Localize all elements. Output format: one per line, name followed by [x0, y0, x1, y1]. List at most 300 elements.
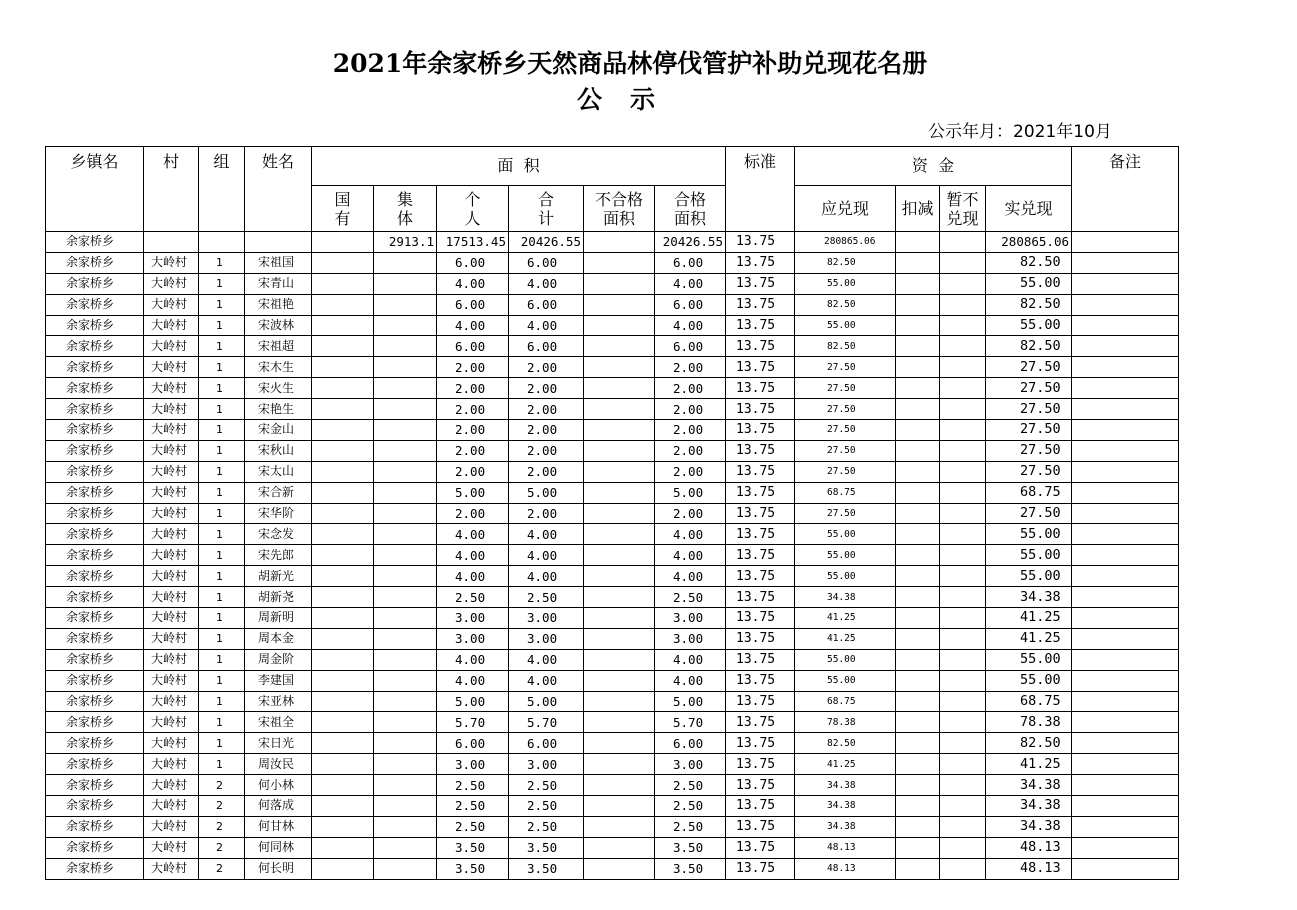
cell-actual: 55.00 — [986, 545, 1072, 566]
cell-village: 大岭村 — [144, 649, 199, 670]
cell-town: 余家桥乡 — [46, 649, 144, 670]
cell-temp-unpaid — [940, 336, 986, 357]
cell-town: 余家桥乡 — [46, 378, 144, 399]
cell-standard: 13.75 — [726, 733, 795, 754]
cell-name: 宋日光 — [245, 733, 312, 754]
cell-standard: 13.75 — [726, 628, 795, 649]
cell-standard: 13.75 — [726, 754, 795, 775]
cell-temp-unpaid — [940, 796, 986, 817]
cell-state-owned — [312, 420, 374, 441]
cell-remarks — [1072, 420, 1179, 441]
cell-standard: 13.75 — [726, 357, 795, 378]
cell-name: 宋金山 — [245, 420, 312, 441]
cell-collective — [374, 796, 437, 817]
cell-group: 1 — [199, 461, 245, 482]
cell-standard: 13.75 — [726, 482, 795, 503]
cell-name: 宋念发 — [245, 524, 312, 545]
cell-remarks — [1072, 357, 1179, 378]
cell-temp-unpaid — [940, 378, 986, 399]
cell-temp-unpaid — [940, 608, 986, 629]
cell-standard: 13.75 — [726, 691, 795, 712]
cell-payable: 41.25 — [795, 754, 896, 775]
cell-temp-unpaid — [940, 420, 986, 441]
cell-remarks — [1072, 712, 1179, 733]
cell-town: 余家桥乡 — [46, 628, 144, 649]
cell-collective — [374, 587, 437, 608]
cell-remarks — [1072, 858, 1179, 879]
cell-collective — [374, 399, 437, 420]
cell-deduction — [896, 608, 940, 629]
cell-town: 余家桥乡 — [46, 545, 144, 566]
cell-qualified: 4.00 — [655, 649, 726, 670]
cell-qualified: 2.00 — [655, 357, 726, 378]
cell-collective — [374, 273, 437, 294]
cell-state-owned — [312, 754, 374, 775]
cell-actual: 27.50 — [986, 420, 1072, 441]
cell-qualified: 2.00 — [655, 378, 726, 399]
cell-group: 1 — [199, 524, 245, 545]
cell-actual: 48.13 — [986, 837, 1072, 858]
cell-town: 余家桥乡 — [46, 440, 144, 461]
cell-payable: 82.50 — [795, 336, 896, 357]
header-temp-unpaid: 暂不兑现 — [940, 186, 986, 232]
cell-individual: 3.50 — [437, 837, 509, 858]
cell-deduction — [896, 858, 940, 879]
cell-village: 大岭村 — [144, 336, 199, 357]
cell-state-owned — [312, 273, 374, 294]
cell-individual: 5.00 — [437, 482, 509, 503]
cell-remarks — [1072, 461, 1179, 482]
summary-qualified: 20426.55 — [655, 232, 726, 253]
cell-village: 大岭村 — [144, 482, 199, 503]
cell-state-owned — [312, 336, 374, 357]
cell-qualified: 2.00 — [655, 503, 726, 524]
cell-total: 5.70 — [509, 712, 584, 733]
cell-standard: 13.75 — [726, 775, 795, 796]
cell-total: 2.00 — [509, 357, 584, 378]
header-state-owned: 国有 — [312, 186, 374, 232]
cell-town: 余家桥乡 — [46, 273, 144, 294]
cell-standard: 13.75 — [726, 816, 795, 837]
table-row — [46, 608, 1179, 629]
cell-unqualified — [584, 858, 655, 879]
cell-village: 大岭村 — [144, 399, 199, 420]
cell-payable: 27.50 — [795, 399, 896, 420]
header-group: 组 — [199, 147, 245, 232]
cell-remarks — [1072, 670, 1179, 691]
cell-town: 余家桥乡 — [46, 294, 144, 315]
header-qualified-area: 合格面积 — [655, 186, 726, 232]
document-subtitle: 公示 — [576, 85, 683, 114]
cell-deduction — [896, 273, 940, 294]
table-row — [46, 691, 1179, 712]
cell-name: 何甘林 — [245, 816, 312, 837]
cell-payable: 27.50 — [795, 357, 896, 378]
cell-deduction — [896, 796, 940, 817]
cell-total: 5.00 — [509, 482, 584, 503]
cell-unqualified — [584, 545, 655, 566]
cell-group: 1 — [199, 608, 245, 629]
cell-total: 2.00 — [509, 420, 584, 441]
cell-total: 2.50 — [509, 816, 584, 837]
cell-deduction — [896, 733, 940, 754]
cell-standard: 13.75 — [726, 503, 795, 524]
cell-qualified: 6.00 — [655, 252, 726, 273]
table-row — [46, 858, 1179, 879]
cell-temp-unpaid — [940, 461, 986, 482]
cell-state-owned — [312, 587, 374, 608]
cell-collective — [374, 775, 437, 796]
cell-deduction — [896, 545, 940, 566]
cell-name: 周金阶 — [245, 649, 312, 670]
cell-unqualified — [584, 503, 655, 524]
cell-total: 2.50 — [509, 775, 584, 796]
summary-unqualified — [584, 232, 655, 253]
cell-town: 余家桥乡 — [46, 566, 144, 587]
cell-deduction — [896, 649, 940, 670]
cell-village: 大岭村 — [144, 775, 199, 796]
cell-total: 6.00 — [509, 336, 584, 357]
cell-qualified: 4.00 — [655, 524, 726, 545]
cell-unqualified — [584, 461, 655, 482]
cell-collective — [374, 252, 437, 273]
cell-temp-unpaid — [940, 566, 986, 587]
cell-name: 宋祖超 — [245, 336, 312, 357]
summary-town: 余家桥乡 — [46, 232, 144, 253]
cell-collective — [374, 420, 437, 441]
cell-total: 4.00 — [509, 670, 584, 691]
cell-total: 6.00 — [509, 733, 584, 754]
header-standard: 标准 — [726, 147, 795, 232]
publish-date: 公示年月：2021年10月 — [928, 122, 1112, 142]
cell-remarks — [1072, 524, 1179, 545]
cell-collective — [374, 440, 437, 461]
cell-total: 4.00 — [509, 566, 584, 587]
cell-deduction — [896, 670, 940, 691]
cell-total: 2.00 — [509, 399, 584, 420]
cell-temp-unpaid — [940, 524, 986, 545]
cell-town: 余家桥乡 — [46, 503, 144, 524]
cell-individual: 6.00 — [437, 733, 509, 754]
cell-village: 大岭村 — [144, 796, 199, 817]
cell-name: 宋太山 — [245, 461, 312, 482]
cell-village: 大岭村 — [144, 524, 199, 545]
cell-qualified: 5.00 — [655, 482, 726, 503]
cell-actual: 27.50 — [986, 503, 1072, 524]
cell-temp-unpaid — [940, 399, 986, 420]
cell-town: 余家桥乡 — [46, 252, 144, 273]
cell-payable: 82.50 — [795, 252, 896, 273]
cell-remarks — [1072, 566, 1179, 587]
cell-qualified: 2.50 — [655, 816, 726, 837]
cell-temp-unpaid — [940, 273, 986, 294]
summary-group — [199, 232, 245, 253]
cell-town: 余家桥乡 — [46, 482, 144, 503]
cell-qualified: 2.50 — [655, 796, 726, 817]
cell-name: 宋祖艳 — [245, 294, 312, 315]
cell-group: 1 — [199, 733, 245, 754]
cell-payable: 27.50 — [795, 461, 896, 482]
cell-individual: 3.00 — [437, 608, 509, 629]
cell-unqualified — [584, 670, 655, 691]
cell-village: 大岭村 — [144, 566, 199, 587]
cell-deduction — [896, 775, 940, 796]
cell-unqualified — [584, 273, 655, 294]
cell-payable: 34.38 — [795, 816, 896, 837]
cell-total: 6.00 — [509, 294, 584, 315]
cell-unqualified — [584, 482, 655, 503]
cell-unqualified — [584, 294, 655, 315]
cell-state-owned — [312, 315, 374, 336]
cell-name: 周汝民 — [245, 754, 312, 775]
cell-individual: 2.00 — [437, 503, 509, 524]
cell-village: 大岭村 — [144, 858, 199, 879]
table-row — [46, 733, 1179, 754]
cell-state-owned — [312, 482, 374, 503]
cell-unqualified — [584, 837, 655, 858]
cell-individual: 2.00 — [437, 357, 509, 378]
cell-deduction — [896, 691, 940, 712]
cell-standard: 13.75 — [726, 399, 795, 420]
cell-town: 余家桥乡 — [46, 336, 144, 357]
cell-collective — [374, 503, 437, 524]
cell-payable: 55.00 — [795, 566, 896, 587]
cell-state-owned — [312, 378, 374, 399]
cell-actual: 34.38 — [986, 796, 1072, 817]
cell-collective — [374, 816, 437, 837]
cell-state-owned — [312, 608, 374, 629]
table-row — [46, 357, 1179, 378]
summary-deduction — [896, 232, 940, 253]
cell-name: 周新明 — [245, 608, 312, 629]
header-row-1 — [46, 147, 1179, 186]
summary-individual: 17513.45 — [437, 232, 509, 253]
header-actual-paid: 实兑现 — [986, 186, 1072, 232]
cell-group: 1 — [199, 503, 245, 524]
cell-actual: 68.75 — [986, 691, 1072, 712]
cell-village: 大岭村 — [144, 294, 199, 315]
cell-remarks — [1072, 273, 1179, 294]
cell-payable: 55.00 — [795, 524, 896, 545]
table-row — [46, 587, 1179, 608]
cell-remarks — [1072, 649, 1179, 670]
cell-total: 3.50 — [509, 858, 584, 879]
cell-unqualified — [584, 816, 655, 837]
cell-actual: 78.38 — [986, 712, 1072, 733]
cell-unqualified — [584, 628, 655, 649]
cell-village: 大岭村 — [144, 252, 199, 273]
cell-group: 1 — [199, 357, 245, 378]
cell-actual: 82.50 — [986, 336, 1072, 357]
cell-state-owned — [312, 545, 374, 566]
cell-individual: 2.00 — [437, 399, 509, 420]
cell-remarks — [1072, 628, 1179, 649]
cell-town: 余家桥乡 — [46, 754, 144, 775]
cell-qualified: 2.50 — [655, 587, 726, 608]
cell-standard: 13.75 — [726, 837, 795, 858]
cell-temp-unpaid — [940, 691, 986, 712]
cell-actual: 55.00 — [986, 566, 1072, 587]
cell-unqualified — [584, 378, 655, 399]
header-deduction: 扣减 — [896, 186, 940, 232]
cell-actual: 82.50 — [986, 294, 1072, 315]
cell-individual: 2.50 — [437, 775, 509, 796]
cell-village: 大岭村 — [144, 754, 199, 775]
cell-remarks — [1072, 775, 1179, 796]
cell-village: 大岭村 — [144, 670, 199, 691]
cell-payable: 55.00 — [795, 315, 896, 336]
cell-village: 大岭村 — [144, 545, 199, 566]
cell-town: 余家桥乡 — [46, 733, 144, 754]
cell-name: 宋火生 — [245, 378, 312, 399]
cell-remarks — [1072, 754, 1179, 775]
table-row — [46, 399, 1179, 420]
cell-payable: 68.75 — [795, 691, 896, 712]
cell-state-owned — [312, 461, 374, 482]
cell-name: 宋波林 — [245, 315, 312, 336]
cell-payable: 48.13 — [795, 858, 896, 879]
cell-unqualified — [584, 524, 655, 545]
cell-town: 余家桥乡 — [46, 691, 144, 712]
cell-individual: 4.00 — [437, 545, 509, 566]
cell-payable: 34.38 — [795, 775, 896, 796]
cell-state-owned — [312, 399, 374, 420]
cell-standard: 13.75 — [726, 649, 795, 670]
table-row — [46, 796, 1179, 817]
cell-deduction — [896, 294, 940, 315]
summary-total: 20426.55 — [509, 232, 584, 253]
cell-qualified: 6.00 — [655, 336, 726, 357]
cell-qualified: 2.00 — [655, 461, 726, 482]
cell-standard: 13.75 — [726, 712, 795, 733]
cell-state-owned — [312, 566, 374, 587]
cell-town: 余家桥乡 — [46, 399, 144, 420]
cell-temp-unpaid — [940, 670, 986, 691]
cell-temp-unpaid — [940, 733, 986, 754]
summary-standard: 13.75 — [726, 232, 795, 253]
cell-actual: 55.00 — [986, 670, 1072, 691]
cell-group: 1 — [199, 252, 245, 273]
cell-unqualified — [584, 566, 655, 587]
cell-collective — [374, 378, 437, 399]
cell-actual: 41.25 — [986, 608, 1072, 629]
cell-state-owned — [312, 733, 374, 754]
cell-group: 2 — [199, 858, 245, 879]
cell-group: 1 — [199, 587, 245, 608]
cell-total: 2.00 — [509, 378, 584, 399]
cell-temp-unpaid — [940, 775, 986, 796]
cell-individual: 2.00 — [437, 461, 509, 482]
cell-unqualified — [584, 691, 655, 712]
cell-remarks — [1072, 482, 1179, 503]
cell-actual: 34.38 — [986, 775, 1072, 796]
cell-standard: 13.75 — [726, 524, 795, 545]
table-row — [46, 712, 1179, 733]
cell-state-owned — [312, 294, 374, 315]
cell-qualified: 3.00 — [655, 754, 726, 775]
cell-collective — [374, 733, 437, 754]
cell-collective — [374, 566, 437, 587]
cell-individual: 2.50 — [437, 796, 509, 817]
summary-row — [46, 232, 1179, 253]
cell-temp-unpaid — [940, 649, 986, 670]
cell-individual: 2.00 — [437, 378, 509, 399]
cell-town: 余家桥乡 — [46, 420, 144, 441]
cell-standard: 13.75 — [726, 252, 795, 273]
cell-individual: 5.70 — [437, 712, 509, 733]
cell-individual: 2.50 — [437, 816, 509, 837]
cell-name: 宋艳生 — [245, 399, 312, 420]
cell-state-owned — [312, 775, 374, 796]
cell-state-owned — [312, 252, 374, 273]
table-row — [46, 482, 1179, 503]
cell-individual: 4.00 — [437, 670, 509, 691]
table-row — [46, 670, 1179, 691]
summary-temp-unpaid — [940, 232, 986, 253]
cell-remarks — [1072, 315, 1179, 336]
cell-actual: 27.50 — [986, 399, 1072, 420]
cell-name: 何同林 — [245, 837, 312, 858]
cell-group: 1 — [199, 628, 245, 649]
cell-town: 余家桥乡 — [46, 858, 144, 879]
cell-state-owned — [312, 503, 374, 524]
cell-name: 何长明 — [245, 858, 312, 879]
cell-individual: 2.00 — [437, 440, 509, 461]
cell-remarks — [1072, 503, 1179, 524]
cell-unqualified — [584, 420, 655, 441]
summary-name — [245, 232, 312, 253]
table-row — [46, 378, 1179, 399]
cell-deduction — [896, 399, 940, 420]
cell-total: 3.00 — [509, 608, 584, 629]
cell-state-owned — [312, 524, 374, 545]
cell-temp-unpaid — [940, 252, 986, 273]
cell-village: 大岭村 — [144, 608, 199, 629]
cell-group: 1 — [199, 566, 245, 587]
cell-actual: 68.75 — [986, 482, 1072, 503]
cell-name: 何小林 — [245, 775, 312, 796]
cell-unqualified — [584, 608, 655, 629]
cell-deduction — [896, 587, 940, 608]
summary-payable: 280865.06 — [795, 232, 896, 253]
cell-standard: 13.75 — [726, 461, 795, 482]
cell-name: 何落成 — [245, 796, 312, 817]
header-name: 姓名 — [245, 147, 312, 232]
cell-payable: 41.25 — [795, 628, 896, 649]
header-unqualified-area: 不合格面积 — [584, 186, 655, 232]
table-row — [46, 628, 1179, 649]
cell-state-owned — [312, 691, 374, 712]
cell-payable: 82.50 — [795, 733, 896, 754]
cell-deduction — [896, 420, 940, 441]
cell-remarks — [1072, 252, 1179, 273]
cell-state-owned — [312, 628, 374, 649]
cell-qualified: 2.00 — [655, 420, 726, 441]
cell-standard: 13.75 — [726, 587, 795, 608]
cell-deduction — [896, 503, 940, 524]
cell-village: 大岭村 — [144, 357, 199, 378]
cell-qualified: 6.00 — [655, 294, 726, 315]
cell-name: 宋木生 — [245, 357, 312, 378]
cell-remarks — [1072, 336, 1179, 357]
cell-standard: 13.75 — [726, 608, 795, 629]
cell-town: 余家桥乡 — [46, 796, 144, 817]
cell-remarks — [1072, 440, 1179, 461]
cell-group: 2 — [199, 816, 245, 837]
cell-deduction — [896, 837, 940, 858]
cell-actual: 27.50 — [986, 461, 1072, 482]
cell-qualified: 2.00 — [655, 399, 726, 420]
